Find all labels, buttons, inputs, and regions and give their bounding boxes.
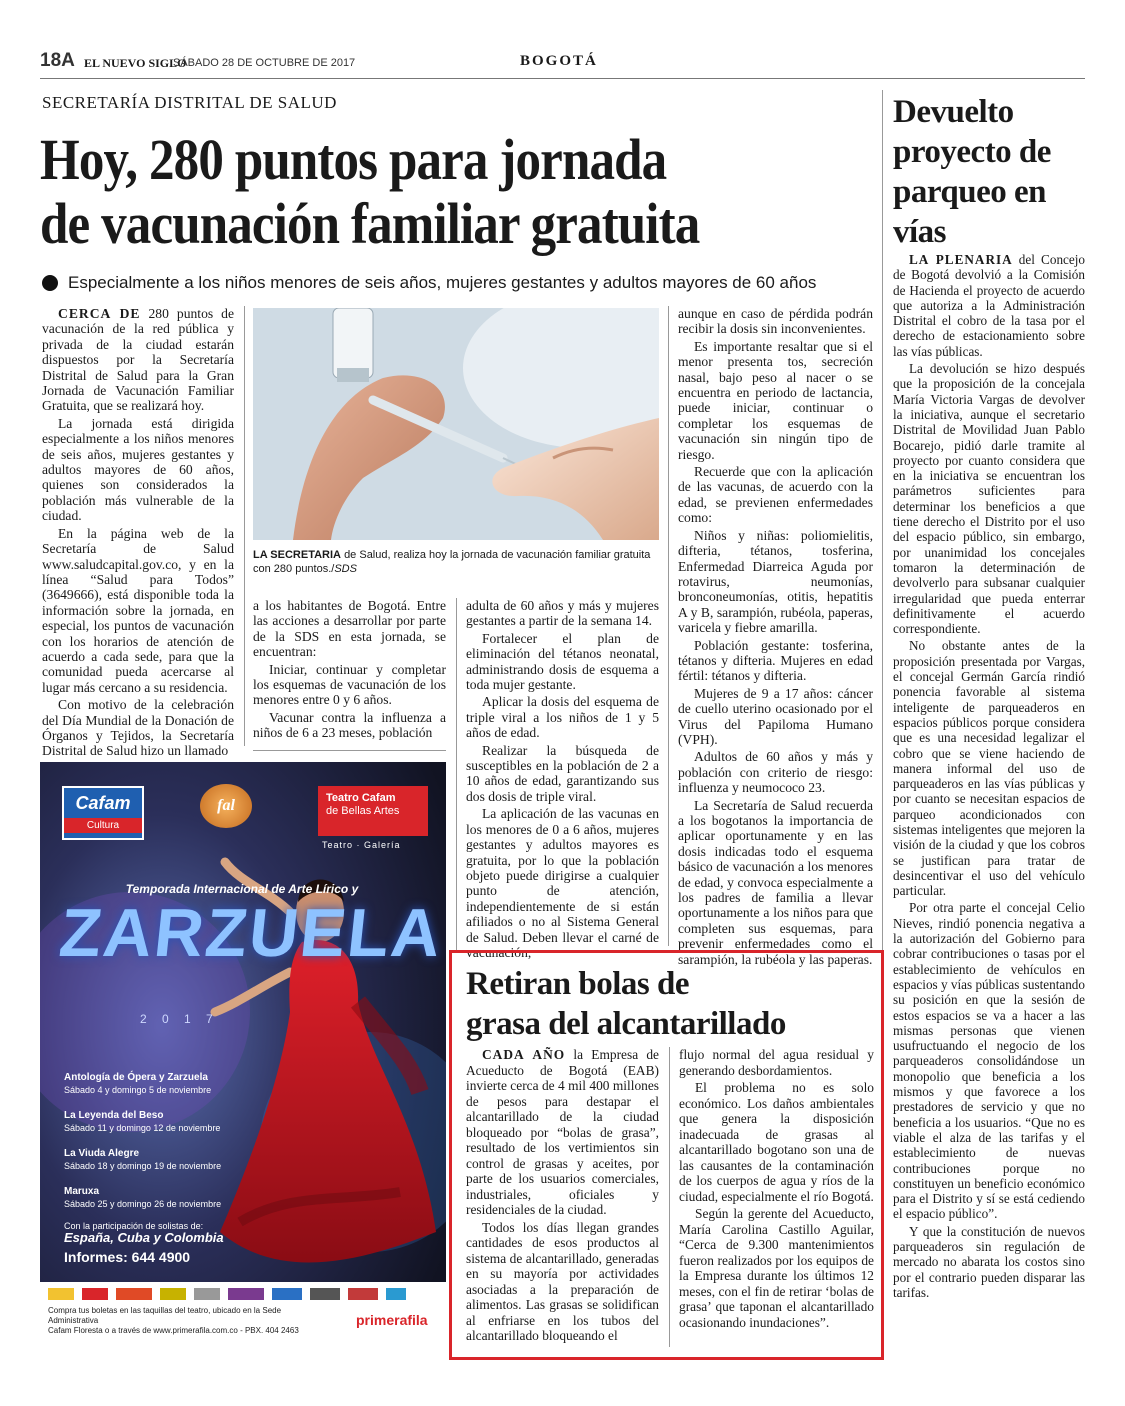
cafam-logo (62, 786, 144, 840)
sponsor-logo (160, 1288, 186, 1300)
box-headline-line-1: Retiran bolas de (466, 966, 689, 1002)
teatro-galeria: Teatro · Galería (322, 840, 401, 850)
teatro-name: Teatro Cafam (326, 792, 396, 804)
paragraph: 280 puntos de vacunación de la red pública y privada de la ciudad estarán dispuestos por la Secretaría Distrital de Salud para la Gran Jornada de Vacunación Familiar Gratuita, que se realizará hoy. (42, 306, 234, 414)
article-subheadline (42, 273, 882, 293)
sponsor-logo (272, 1288, 302, 1300)
header-rule (40, 78, 1085, 79)
article-column-4 (678, 306, 873, 969)
paragraph: adulta de 60 años y más y mujeres gestantes a partir de la semana 14. (466, 598, 659, 629)
paragraph: La devolución se hizo después que la proposición de la concejala María Victoria Vargas de devolver la iniciativa, aunque el secretario Distrital de Movilidad Juan Pablo Bocarejo, pidió darle tramite al proyecto por cuanto considera que en la iniciativa se encuentran los parámetros suficientes para determinar los beneficios a que tiene derecho el Distrito por el uso del espacio público, sin embargo, por unanimidad los concejales tomaron la determinación de devolverlo para subsanar cualquier irregularidad que pueda enterrar definitivamente el acuerdo correspondiente. (893, 361, 1085, 637)
box-headline (466, 964, 876, 1044)
paragraph: Según la gerente del Acueducto, María Carolina Castillo Aguilar, “Cerca de 9.300 mantenimientos fueron realizados por los equipos de la Empresa durante los últimos 12 meses, con el fin de retirar ‘bolas de grasa’ que taponan el alcantarillado ocasionando inundaciones”. (679, 1206, 874, 1330)
paragraph: Niños y niñas: poliomielitis, difteria, tétanos, tosferina, Enfermedad Diarreica Aguda por rotavirus, neumonías, bronconeumonías, otitis, hepatitis A y B, sarampión, rubéola, paperas, varicela y fiebre amarilla. (678, 527, 873, 636)
lead-caps: LA PLENARIA (909, 252, 1013, 267)
poster-show-list (64, 1072, 264, 1244)
show-name: Antología de Ópera y Zarzuela (64, 1072, 208, 1083)
article-column-1 (42, 306, 234, 761)
article-column-2 (253, 598, 446, 743)
zarzuela-poster[interactable] (40, 762, 446, 1348)
poster-title: ZARZUELA (56, 895, 446, 971)
sponsor-logo (228, 1288, 264, 1300)
paragraph: Realizar la búsqueda de susceptibles en la población de 2 a 10 años de edad, garantizando sus dos dosis de triple viral. (466, 742, 659, 804)
subheadline-text: Especialmente a los niños menores de seis años, mujeres gestantes y adultos mayores de 60 años (68, 273, 817, 292)
poster-year: 2 0 1 7 (140, 1012, 219, 1026)
show-name: Maruxa (64, 1186, 100, 1197)
show-dates: Sábado 25 y domingo 26 de noviembre (64, 1199, 222, 1209)
soloists-intro: Con la participación de solistas de: (64, 1221, 204, 1231)
show-dates: Sábado 11 y domingo 12 de noviembre (64, 1123, 221, 1133)
paragraph: No obstante antes de la proposición presentada por Vargas, el concejal Germán García rindió ponencia favorable al sistema inteligente de parqueaderos en espacios públicos porque considera que es una necesidad legalizar el cobro que se viene haciendo de manera informal del uso de parqueaderos en las vías públicas y por cuanto se necesitan espacios de parqueo acondicionados con sistemas inteligentes que mejoren la visión de la ciudad y que los cobros se justifican para tratar de desincentivar el uso del vehículo particular. (893, 638, 1085, 899)
issue-date: SÁBADO 28 DE OCTUBRE DE 2017 (173, 57, 356, 69)
box-column-2 (679, 1047, 874, 1332)
sponsor-logo (386, 1288, 406, 1300)
box-column-1 (466, 1047, 659, 1346)
cafam-logo-sub: Cultura (64, 818, 142, 833)
show-item (64, 1072, 264, 1096)
paragraph: Con motivo de la celebración del Día Mundial de la Donación de Órganos y Tejidos, la Secretaría Distrital de Salud hizo un llamado (42, 697, 234, 759)
headline-line-1: Hoy, 280 puntos para jornada (40, 127, 667, 192)
column-divider (456, 598, 457, 950)
soloists: España, Cuba y Colombia (64, 1230, 224, 1245)
show-name: La Leyenda del Beso (64, 1110, 164, 1121)
paragraph: Adultos de 60 años y más y población con criterio de riesgo: influenza y neumococo 23. (678, 749, 873, 796)
show-item (64, 1148, 264, 1172)
sponsor-logo (194, 1288, 220, 1300)
paragraph: aunque en caso de pérdida podrán recibir la dosis sin inconvenientes. (678, 306, 873, 337)
vaccination-photo-illustration (253, 308, 659, 540)
lead-caps: CERCA DE (58, 306, 141, 321)
photo-caption (253, 548, 663, 576)
paragraph: La aplicación de las vacunas en los menores de 0 a 6 años, mujeres gestantes y adultos mayores es gratuita, por lo que la población objeto puede dirigirse a cualquier punto de atención, independientemente de si están afiliados o no al Sistema General de Salud. Deben llevar el carné de vacunación, (466, 806, 659, 960)
show-item (64, 1186, 264, 1210)
paragraph: El problema no es solo económico. Los daños ambientales que genera la disposición inadecuada de grasas al alcantarillado bogotano son una de las causantes de la contaminación de los cuerpos de agua y ríos de la ciudad, especialmente el río Bogotá. (679, 1080, 874, 1204)
column-divider (244, 306, 245, 746)
paragraph: Mujeres de 9 a 17 años: cáncer de cuello uterino ocasionado por el Virus del Papiloma Humano (VPH). (678, 685, 873, 747)
column-divider (668, 306, 669, 946)
paragraph: La jornada está dirigida especialmente a los niños menores de seis años, mujeres gestantes y adultos mayores de 60 años, quienes son considerados la población más vulnerable de la ciudad. (42, 415, 234, 524)
paragraph: La Secretaría de Salud recuerda a los bogotanos la importancia de aplicar oportunamente y en las dosis indicadas todo el esquema básico de vacunación a los menores de edad, y convoca especialmente a los padres de familia a llevar oportunamente a los niños para que completen sus esquemas, para prevenir enfermedades como el sarampión, la rubéola y las paperas. (678, 797, 873, 967)
caption-credit: SDS (334, 563, 357, 575)
poster-footer (40, 1282, 446, 1348)
paragraph: Recuerde que con la aplicación de las vacunas, de acuerdo con la edad, se previenen enfermedades como: (678, 464, 873, 526)
section-name: BOGOTÁ (520, 53, 598, 69)
poster-phone: Informes: 644 4900 (64, 1249, 191, 1265)
ticket-info (40, 1306, 340, 1336)
paragraph: Todos los días llegan grandes cantidades de esos productos al sistema de alcantarillado, generadas en su mayoría por actividades asociadas a la preparación de alimentos. Las grasas se solidifican al enfriarse en los tubos del alcantarillado bloqueando el (466, 1219, 659, 1343)
paragraph: Fortalecer el plan de eliminación del tétanos neonatal, administrando dosis de esquema a toda mujer gestante. (466, 630, 659, 693)
teatro-cafam-logo (318, 786, 428, 836)
cafam-logo-text: Cafam (75, 793, 131, 813)
sponsor-logo (82, 1288, 108, 1300)
paragraph: Y que la constitución de nuevos parqueaderos sin regulación de mercado no abarata los costos sino por el contrario pueden disparar las tarifas. (893, 1223, 1085, 1300)
ticket-line: Compra tus boletas en las taquillas del teatro, ubicado en la Sede Administrativa (48, 1306, 282, 1325)
sponsor-logos (40, 1282, 446, 1306)
show-dates: Sábado 18 y domingo 19 de noviembre (64, 1161, 222, 1171)
paragraph: flujo normal del agua residual y generando desbordamientos. (679, 1047, 874, 1078)
paragraph: Por otra parte el concejal Celio Nieves, rindió ponencia negativa a la autorización del Gobierno para cobrar contribuciones o tasas por el establecimiento de vehículos en espacios y vías públicas sustentando su posición en que la sesión de estos espacios se va a hacer a las mismas personas que vienen usufructuando el negocio de los parqueaderos consolidándose un monopolio que beneficia a los mismos y que favorece a los prestadores de servicio y que no beneficia a los usuarios. “Que no es viable el alza de las tarifas y el establecimiento de nuevas contribuciones porque no constituyen un beneficio económico para el Distrito y sí se está cediendo el espacio público”. (893, 900, 1085, 1222)
sponsor-logo (116, 1288, 152, 1300)
teatro-sub: de Bellas Artes (326, 805, 400, 817)
bullet-icon (42, 275, 58, 291)
article-column-3 (466, 598, 659, 962)
show-item (64, 1110, 264, 1134)
caption-text: de Salud, realiza hoy la jornada de vacunación familiar gratuita con 280 puntos./ (253, 549, 651, 575)
sponsor-logo (348, 1288, 378, 1300)
headline-line-2: de vacunación familiar gratuita (40, 191, 700, 256)
sponsor-logo (310, 1288, 340, 1300)
primerafila-logo: primerafila (356, 1312, 428, 1328)
lead-caps: CADA AÑO (482, 1047, 566, 1062)
ticket-line: Cafam Floresta o a través de www.primerafila.com.co - PBX. 404 2463 (48, 1326, 299, 1335)
caption-lead: LA SECRETARIA (253, 549, 341, 561)
poster-season: Temporada Internacional de Arte Lírico y (125, 882, 359, 896)
article-kicker: SECRETARÍA DISTRITAL DE SALUD (42, 93, 337, 112)
column-divider (669, 1047, 670, 1347)
fal-logo: fal (200, 784, 252, 828)
paragraph: a los habitantes de Bogotá. Entre las acciones a desarrollar por parte de la SDS en esta jornada, se encuentran: (253, 598, 446, 660)
box-headline-line-2: grasa del alcantarillado (466, 1006, 786, 1042)
paragraph: la Empresa de Acueducto de Bogotá (EAB) invierte cerca de 4 mil 400 millones de pesos para destapar el alcantarillado de la ciudad bloqueado por “bolas de grasa”, resultado de los vertimientos sin control de grasas y aceites, por parte de los usuarios comerciales, industriales, oficiales y residenciales de la ciudad. (466, 1047, 659, 1217)
paragraph: Vacunar contra la influenza a niños de 6 a 23 meses, población (253, 709, 446, 741)
sidebar-headline: Devuelto proyecto de parqueo en vías (893, 94, 1051, 250)
newspaper-name: EL NUEVO SIGLO (84, 56, 187, 70)
sidebar-article (893, 252, 1085, 1302)
paragraph: Aplicar la dosis del esquema de triple viral a los niños de 1 y 5 años de edad. (466, 694, 659, 741)
show-dates: Sábado 4 y domingo 5 de noviembre (64, 1085, 212, 1095)
page-number: 18A (40, 50, 75, 71)
show-name: La Viuda Alegre (64, 1148, 140, 1159)
paragraph: Iniciar, continuar y completar los esquemas de vacunación de los menores entre 0 y 6 años. (253, 661, 446, 708)
column-end-rule (253, 750, 446, 751)
sponsor-logo (48, 1288, 74, 1300)
paragraph: Es importante resaltar que si el menor presenta tos, secreción nasal, bajo peso al nacer o se encuentra en periodo de lactancia, puede iniciar, continuar o completar los esquemas de vacunación sin ningún tipo de riesgo. (678, 338, 873, 462)
paragraph: del Concejo de Bogotá devolvió a la Comisión de Hacienda el proyecto de acuerdo que autoriza a la Administración Distrital el cobro de la tasa por el derecho de estacionamiento sobre las vías públicas. (893, 252, 1085, 359)
article-headline (40, 128, 770, 256)
vaccination-photo (253, 308, 659, 540)
paragraph: Población gestante: tosferina, tétanos y difteria. Mujeres en edad fértil: tétanos y difteria. (678, 637, 873, 684)
paragraph: En la página web de la Secretaría de Salud www.saludcapital.gov.co, y en la línea “Salud para Todos” (3649666), está disponible toda la información sobre la jornada, en especial, los puntos de vacunación con los horarios de atención de acuerdo a cada sede, para que la comunidad pueda acercarse al lugar más cercano a su residencia. (42, 525, 234, 695)
